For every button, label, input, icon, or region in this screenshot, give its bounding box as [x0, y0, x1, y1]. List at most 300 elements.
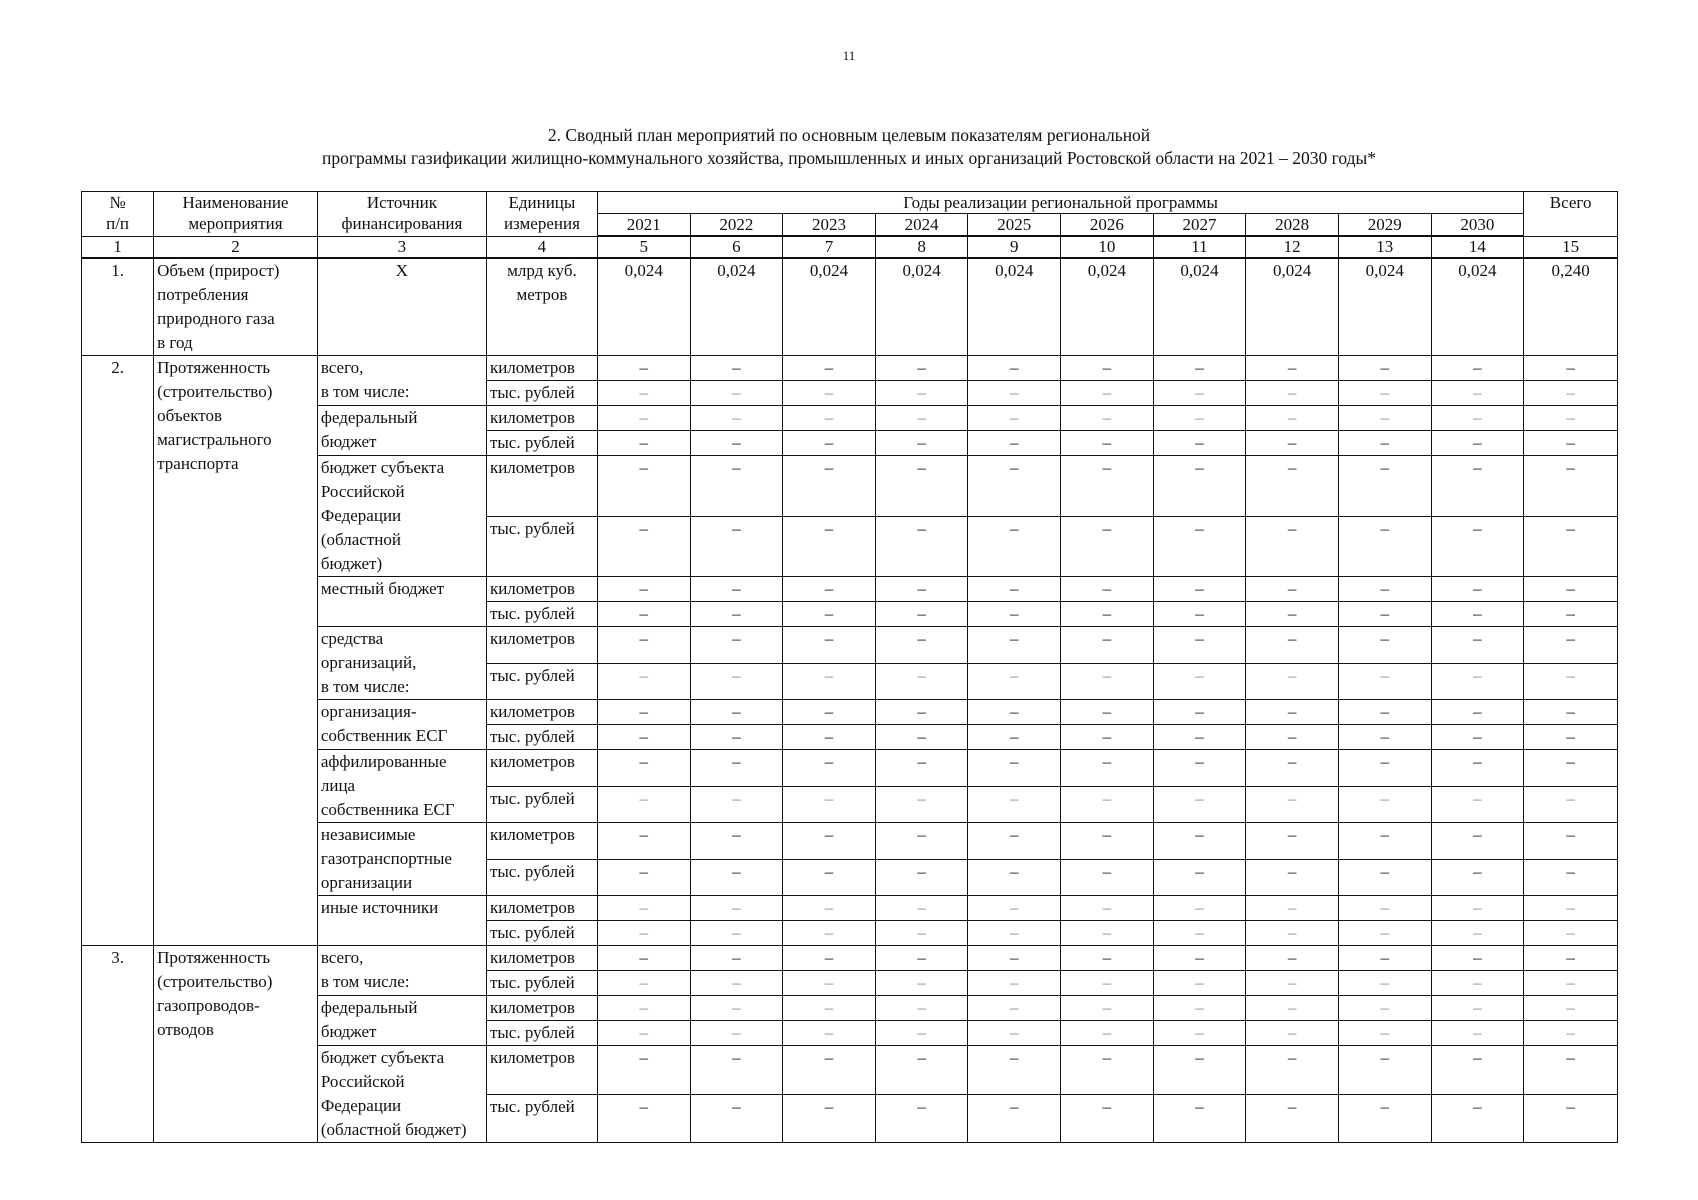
- row-value: –: [690, 786, 783, 823]
- row-value: –: [1061, 1046, 1154, 1095]
- row-value: –: [1061, 381, 1154, 406]
- row-value: –: [1061, 725, 1154, 750]
- row-value: –: [1061, 921, 1154, 946]
- row-total: –: [1524, 456, 1618, 517]
- row-unit: километров: [486, 700, 597, 725]
- row-value: –: [968, 1094, 1061, 1143]
- row-value: –: [968, 859, 1061, 896]
- column-number: 11: [1153, 236, 1246, 258]
- row-unit: тыс. рублей: [486, 971, 597, 996]
- row-value: –: [597, 1094, 690, 1143]
- column-number: 15: [1524, 236, 1618, 258]
- row-unit: километров: [486, 406, 597, 431]
- row-value: –: [1061, 823, 1154, 860]
- row-value: –: [1431, 1046, 1524, 1095]
- row-value: –: [875, 381, 968, 406]
- row-value: –: [1338, 700, 1431, 725]
- row-value: –: [1338, 1094, 1431, 1143]
- row-value: –: [1246, 725, 1339, 750]
- row-value: –: [597, 971, 690, 996]
- row-value: –: [1246, 896, 1339, 921]
- row-value: –: [597, 663, 690, 700]
- row-total: –: [1524, 946, 1618, 971]
- column-number: 4: [486, 236, 597, 258]
- row-value: –: [1153, 381, 1246, 406]
- row-total: –: [1524, 859, 1618, 896]
- header-years-group: Годы реализации региональной программы: [597, 192, 1523, 214]
- row-value: –: [783, 921, 876, 946]
- row-total: –: [1524, 971, 1618, 996]
- row-value: –: [1338, 431, 1431, 456]
- row-unit: километров: [486, 996, 597, 1021]
- column-number: 8: [875, 236, 968, 258]
- row-unit: тыс. рублей: [486, 516, 597, 577]
- row-total: –: [1524, 725, 1618, 750]
- row-value: –: [968, 971, 1061, 996]
- row-value: –: [968, 823, 1061, 860]
- row-value: 0,024: [968, 258, 1061, 356]
- row-value: –: [597, 750, 690, 787]
- row-value: –: [690, 823, 783, 860]
- row-value: –: [597, 921, 690, 946]
- row-unit: километров: [486, 456, 597, 517]
- row-value: –: [1431, 971, 1524, 996]
- row-value: –: [1153, 431, 1246, 456]
- row-value: –: [1153, 1046, 1246, 1095]
- row-value: –: [1338, 823, 1431, 860]
- row-value: 0,024: [1061, 258, 1154, 356]
- row-value: –: [968, 1021, 1061, 1046]
- row-unit: тыс. рублей: [486, 1094, 597, 1143]
- row-value: –: [1338, 1021, 1431, 1046]
- row-value: –: [597, 700, 690, 725]
- header-year: 2028: [1246, 214, 1339, 237]
- row-number: 2.: [82, 356, 154, 946]
- row-source: иные источники: [317, 896, 486, 946]
- column-number: 7: [783, 236, 876, 258]
- row-value: –: [1431, 725, 1524, 750]
- row-value: –: [1431, 663, 1524, 700]
- header-year: 2024: [875, 214, 968, 237]
- row-value: –: [1431, 750, 1524, 787]
- row-value: –: [875, 859, 968, 896]
- row-value: –: [1246, 456, 1339, 517]
- row-value: –: [875, 921, 968, 946]
- row-value: –: [1246, 700, 1339, 725]
- row-value: –: [690, 602, 783, 627]
- row-value: –: [875, 1046, 968, 1095]
- row-value: –: [1061, 663, 1154, 700]
- row-value: –: [1153, 971, 1246, 996]
- row-value: –: [597, 1046, 690, 1095]
- row-source: организация- собственник ЕСГ: [317, 700, 486, 750]
- row-value: –: [597, 1021, 690, 1046]
- row-value: –: [690, 859, 783, 896]
- row-value: –: [968, 456, 1061, 517]
- row-value: –: [597, 516, 690, 577]
- row-value: –: [690, 750, 783, 787]
- row-source: независимые газотранспортные организации: [317, 823, 486, 896]
- header-year: 2030: [1431, 214, 1524, 237]
- row-total: –: [1524, 602, 1618, 627]
- row-value: –: [690, 663, 783, 700]
- row-value: –: [1338, 1046, 1431, 1095]
- row-value: –: [1431, 859, 1524, 896]
- row-value: 0,024: [1246, 258, 1339, 356]
- row-value: –: [968, 406, 1061, 431]
- row-value: –: [597, 602, 690, 627]
- row-value: –: [1431, 1021, 1524, 1046]
- row-unit: тыс. рублей: [486, 1021, 597, 1046]
- row-value: –: [597, 859, 690, 896]
- row-value: –: [875, 896, 968, 921]
- row-total: –: [1524, 1046, 1618, 1095]
- column-number: 13: [1338, 236, 1431, 258]
- row-value: –: [1338, 356, 1431, 381]
- row-value: –: [1061, 602, 1154, 627]
- row-value: –: [1246, 431, 1339, 456]
- row-value: –: [783, 1021, 876, 1046]
- row-value: –: [1153, 859, 1246, 896]
- row-value: –: [1153, 700, 1246, 725]
- row-value: –: [690, 1046, 783, 1095]
- row-total: –: [1524, 627, 1618, 664]
- row-value: –: [690, 725, 783, 750]
- row-source: федеральный бюджет: [317, 406, 486, 456]
- row-source: бюджет субъекта Российской Федерации (областной бюджет): [317, 1046, 486, 1143]
- row-value: –: [1061, 516, 1154, 577]
- row-value: –: [1338, 921, 1431, 946]
- row-value: –: [1246, 946, 1339, 971]
- row-value: –: [783, 627, 876, 664]
- table-row: [82, 356, 1618, 381]
- row-value: –: [1061, 577, 1154, 602]
- row-value: –: [968, 431, 1061, 456]
- row-value: –: [1431, 921, 1524, 946]
- header-year: 2023: [783, 214, 876, 237]
- row-value: –: [1431, 406, 1524, 431]
- row-value: –: [968, 946, 1061, 971]
- row-value: –: [1246, 663, 1339, 700]
- row-value: –: [783, 663, 876, 700]
- row-total: –: [1524, 381, 1618, 406]
- row-value: –: [1431, 456, 1524, 517]
- row-total: –: [1524, 786, 1618, 823]
- column-number: 12: [1246, 236, 1339, 258]
- row-name: Протяженность (строительство) газопроводов- отводов: [154, 946, 318, 1143]
- row-value: –: [1153, 1094, 1246, 1143]
- row-value: –: [968, 381, 1061, 406]
- row-value: 0,024: [597, 258, 690, 356]
- header-num: № п/п: [82, 192, 154, 237]
- row-unit: километров: [486, 946, 597, 971]
- row-value: –: [968, 663, 1061, 700]
- row-total: –: [1524, 356, 1618, 381]
- row-unit: тыс. рублей: [486, 725, 597, 750]
- row-value: –: [968, 602, 1061, 627]
- row-value: –: [783, 516, 876, 577]
- row-value: –: [597, 456, 690, 517]
- row-value: –: [783, 750, 876, 787]
- row-value: –: [1338, 750, 1431, 787]
- row-value: –: [1246, 859, 1339, 896]
- row-value: –: [1431, 996, 1524, 1021]
- row-unit: тыс. рублей: [486, 381, 597, 406]
- row-value: –: [1338, 896, 1431, 921]
- row-value: –: [1061, 750, 1154, 787]
- row-source: Х: [317, 258, 486, 356]
- row-value: –: [1246, 996, 1339, 1021]
- row-value: –: [1246, 921, 1339, 946]
- row-value: –: [1338, 406, 1431, 431]
- row-value: –: [1338, 381, 1431, 406]
- row-value: –: [1153, 921, 1246, 946]
- row-value: –: [1338, 946, 1431, 971]
- row-source: всего, в том числе:: [317, 356, 486, 406]
- row-source: бюджет субъекта Российской Федерации (областной бюджет): [317, 456, 486, 577]
- row-total: –: [1524, 431, 1618, 456]
- table-title-line-2: программы газификации жилищно-коммунального хозяйства, промышленных и иных организаций Ростовской области на 2021 – 2030 годы*: [322, 148, 1376, 168]
- row-value: –: [783, 700, 876, 725]
- row-value: 0,024: [690, 258, 783, 356]
- row-value: –: [875, 627, 968, 664]
- row-name: Протяженность (строительство) объектов магистрального транспорта: [154, 356, 318, 946]
- row-value: –: [1153, 946, 1246, 971]
- row-value: –: [597, 381, 690, 406]
- row-value: –: [875, 577, 968, 602]
- row-value: –: [968, 577, 1061, 602]
- row-value: –: [875, 700, 968, 725]
- row-value: –: [783, 602, 876, 627]
- row-value: –: [783, 381, 876, 406]
- row-value: –: [1153, 750, 1246, 787]
- header-year: 2029: [1338, 214, 1431, 237]
- row-unit: километров: [486, 896, 597, 921]
- row-value: –: [690, 406, 783, 431]
- row-value: –: [597, 896, 690, 921]
- row-value: –: [875, 1021, 968, 1046]
- header-unit: Единицы измерения: [486, 192, 597, 237]
- row-value: –: [1246, 971, 1339, 996]
- row-value: –: [1153, 456, 1246, 517]
- row-value: –: [875, 750, 968, 787]
- table-title: [0, 124, 1698, 170]
- row-value: –: [968, 1046, 1061, 1095]
- row-value: –: [783, 1094, 876, 1143]
- row-value: –: [875, 823, 968, 860]
- row-value: –: [1246, 577, 1339, 602]
- row-value: –: [1338, 456, 1431, 517]
- row-unit: километров: [486, 823, 597, 860]
- column-number: 2: [154, 236, 318, 258]
- row-unit: тыс. рублей: [486, 663, 597, 700]
- row-value: –: [690, 456, 783, 517]
- row-value: –: [783, 996, 876, 1021]
- row-value: –: [875, 406, 968, 431]
- row-value: –: [783, 971, 876, 996]
- row-value: –: [1153, 725, 1246, 750]
- row-value: –: [1153, 786, 1246, 823]
- row-value: –: [597, 786, 690, 823]
- row-value: 0,024: [1338, 258, 1431, 356]
- row-unit: тыс. рублей: [486, 786, 597, 823]
- row-value: –: [1061, 971, 1154, 996]
- row-value: –: [1153, 627, 1246, 664]
- row-unit: километров: [486, 627, 597, 664]
- row-value: 0,024: [875, 258, 968, 356]
- row-value: –: [968, 700, 1061, 725]
- row-value: –: [690, 921, 783, 946]
- header-year: 2025: [968, 214, 1061, 237]
- row-value: –: [783, 1046, 876, 1095]
- row-value: –: [690, 516, 783, 577]
- header-row-1: [82, 192, 1618, 214]
- row-value: –: [1338, 859, 1431, 896]
- row-value: –: [1338, 663, 1431, 700]
- row-value: –: [875, 431, 968, 456]
- row-value: –: [690, 577, 783, 602]
- row-value: –: [690, 946, 783, 971]
- row-value: –: [1061, 996, 1154, 1021]
- row-value: –: [1338, 516, 1431, 577]
- row-value: –: [875, 946, 968, 971]
- row-value: –: [1431, 431, 1524, 456]
- row-value: –: [875, 456, 968, 517]
- column-number: 5: [597, 236, 690, 258]
- row-value: –: [968, 627, 1061, 664]
- row-source: аффилированные лица собственника ЕСГ: [317, 750, 486, 823]
- column-number: 1: [82, 236, 154, 258]
- row-value: –: [1338, 577, 1431, 602]
- row-value: –: [1431, 700, 1524, 725]
- row-value: –: [1338, 627, 1431, 664]
- column-number: 10: [1061, 236, 1154, 258]
- row-name: Объем (прирост) потребления природного газа в год: [154, 258, 318, 356]
- row-unit: тыс. рублей: [486, 602, 597, 627]
- row-number: 1.: [82, 258, 154, 356]
- row-value: –: [690, 996, 783, 1021]
- row-value: –: [597, 577, 690, 602]
- header-year: 2026: [1061, 214, 1154, 237]
- row-value: –: [1246, 1046, 1339, 1095]
- row-value: –: [1061, 1021, 1154, 1046]
- row-total: –: [1524, 663, 1618, 700]
- row-value: –: [597, 627, 690, 664]
- row-value: –: [1061, 700, 1154, 725]
- row-value: –: [690, 627, 783, 664]
- row-value: –: [1153, 896, 1246, 921]
- row-value: –: [1338, 725, 1431, 750]
- row-value: –: [1431, 786, 1524, 823]
- row-value: –: [1431, 577, 1524, 602]
- row-value: –: [1431, 823, 1524, 860]
- row-value: –: [1246, 602, 1339, 627]
- row-value: –: [875, 971, 968, 996]
- row-value: –: [1431, 602, 1524, 627]
- row-value: –: [690, 1021, 783, 1046]
- row-value: –: [1431, 381, 1524, 406]
- row-value: –: [690, 381, 783, 406]
- row-value: –: [1061, 1094, 1154, 1143]
- row-unit: тыс. рублей: [486, 921, 597, 946]
- row-value: –: [1338, 971, 1431, 996]
- table-row: [82, 946, 1618, 971]
- row-value: –: [1061, 431, 1154, 456]
- row-value: –: [968, 356, 1061, 381]
- row-value: –: [1431, 356, 1524, 381]
- row-unit: километров: [486, 1046, 597, 1095]
- row-value: –: [1153, 823, 1246, 860]
- row-value: –: [783, 431, 876, 456]
- row-value: –: [597, 406, 690, 431]
- header-source: Источник финансирования: [317, 192, 486, 237]
- row-value: –: [875, 516, 968, 577]
- row-total: –: [1524, 516, 1618, 577]
- row-value: –: [1431, 946, 1524, 971]
- row-value: 0,024: [1153, 258, 1246, 356]
- row-value: –: [1153, 663, 1246, 700]
- row-value: –: [1431, 627, 1524, 664]
- row-value: –: [1061, 406, 1154, 431]
- row-total: –: [1524, 896, 1618, 921]
- row-source: федеральный бюджет: [317, 996, 486, 1046]
- row-value: –: [1431, 896, 1524, 921]
- row-value: –: [1061, 946, 1154, 971]
- row-total: –: [1524, 577, 1618, 602]
- row-value: –: [968, 750, 1061, 787]
- row-value: –: [783, 406, 876, 431]
- row-value: –: [1246, 786, 1339, 823]
- row-value: –: [875, 996, 968, 1021]
- row-value: –: [1246, 406, 1339, 431]
- header-year: 2021: [597, 214, 690, 237]
- column-number: 14: [1431, 236, 1524, 258]
- row-value: –: [783, 823, 876, 860]
- row-value: –: [1153, 1021, 1246, 1046]
- row-value: –: [690, 431, 783, 456]
- row-value: –: [968, 786, 1061, 823]
- row-value: –: [1338, 602, 1431, 627]
- row-value: –: [1246, 750, 1339, 787]
- row-value: –: [1338, 786, 1431, 823]
- row-value: –: [1246, 627, 1339, 664]
- row-value: –: [1431, 1094, 1524, 1143]
- row-value: –: [783, 859, 876, 896]
- row-value: –: [690, 896, 783, 921]
- row-value: –: [1246, 1094, 1339, 1143]
- row-total: –: [1524, 700, 1618, 725]
- row-value: –: [597, 431, 690, 456]
- row-source: всего, в том числе:: [317, 946, 486, 996]
- row-value: –: [783, 456, 876, 517]
- row-value: –: [875, 602, 968, 627]
- row-value: –: [1061, 896, 1154, 921]
- row-value: –: [690, 971, 783, 996]
- row-value: –: [783, 946, 876, 971]
- row-value: –: [1061, 356, 1154, 381]
- row-value: –: [783, 786, 876, 823]
- plan-table: [81, 191, 1618, 1143]
- column-numbers-row: [82, 236, 1618, 258]
- header-total: Всего: [1524, 192, 1618, 237]
- row-total: –: [1524, 823, 1618, 860]
- row-value: –: [597, 725, 690, 750]
- column-number: 3: [317, 236, 486, 258]
- row-number: 3.: [82, 946, 154, 1143]
- row-value: –: [783, 896, 876, 921]
- row-value: –: [968, 996, 1061, 1021]
- row-value: –: [690, 700, 783, 725]
